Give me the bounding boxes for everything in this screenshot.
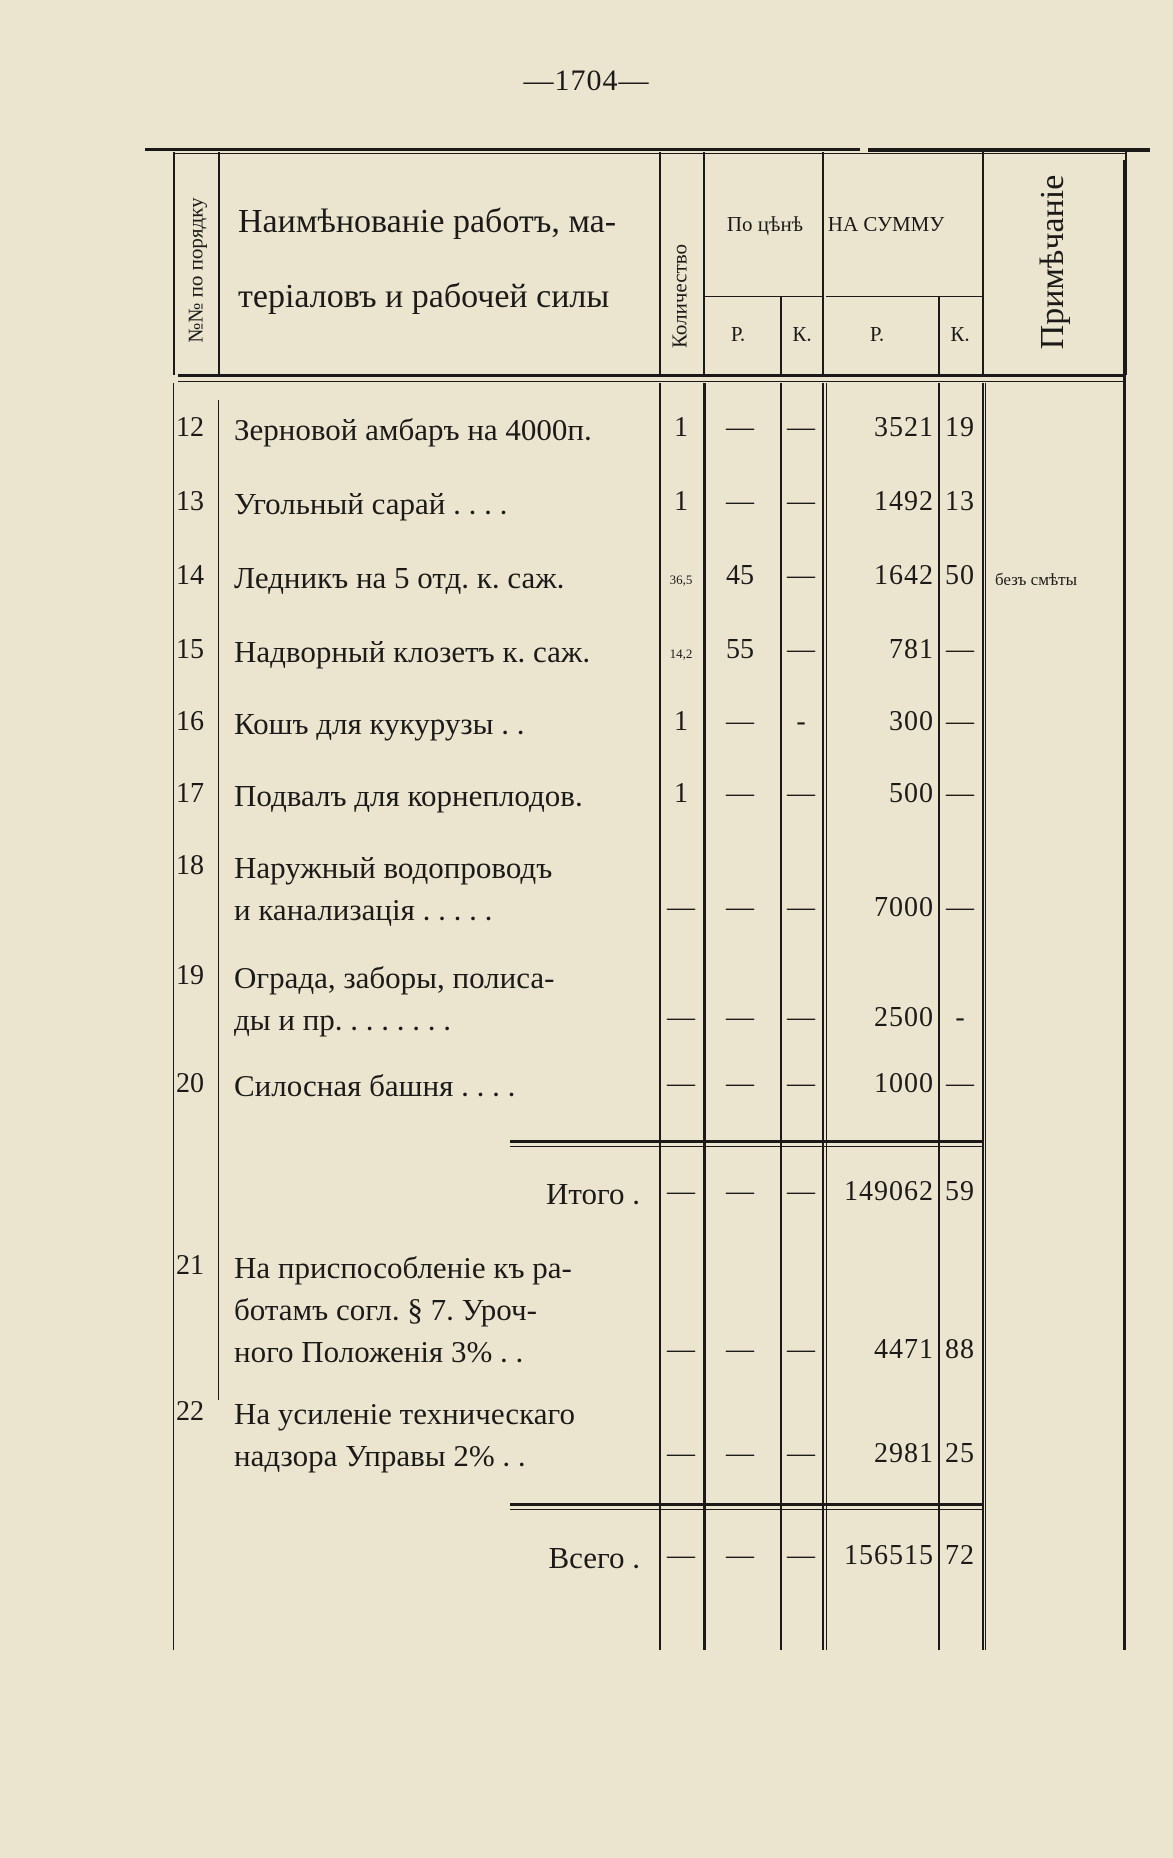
sum-rub-cell: 300: [889, 706, 934, 737]
price-kop-cell: —: [787, 412, 815, 443]
quantity-cell: 1: [674, 706, 688, 737]
price-kop-cell: —: [787, 1438, 815, 1469]
row-number: 20: [176, 1068, 204, 1099]
header-price: По цѣнѣ: [726, 212, 804, 236]
header-price-sub-rule-v: [780, 296, 782, 375]
quantity-cell: 1: [674, 778, 688, 809]
sum-rub-cell: 4471: [874, 1334, 934, 1365]
row-name: ды и пр. . . . . . . .: [234, 1002, 452, 1037]
header-sum-rub: Р.: [869, 322, 885, 346]
row-name: Ограда, заборы, полиса-: [234, 960, 555, 995]
right-outer-rule: [1123, 160, 1126, 1650]
price-kop-cell: —: [787, 1068, 815, 1099]
price-rub-cell: —: [726, 778, 754, 809]
row-name: Ледникъ на 5 отд. к. саж.: [234, 560, 565, 595]
header-price-rule: [822, 152, 824, 375]
header-no-rule: [218, 152, 220, 375]
sum-rub-cell: 781: [889, 634, 934, 665]
row-number: 16: [176, 706, 204, 737]
header-name-line2: теріаловъ и рабочей силы: [238, 278, 610, 315]
row-name: Угольный сарай . . . .: [234, 486, 508, 521]
sum-rub-cell: 7000: [874, 892, 934, 923]
sum-kop-cell: 13: [945, 486, 975, 517]
header-sum-rule: [982, 152, 984, 375]
sum-rub-cell: 1642: [874, 560, 934, 591]
body-sum-kop-rule: [982, 383, 984, 1650]
header-sum: НА СУММУ: [827, 212, 945, 236]
price-rub-cell: —: [726, 1002, 754, 1033]
row-note: безъ смѣты: [995, 570, 1078, 589]
price-rub-cell: —: [726, 892, 754, 923]
price-rub-cell: —: [726, 486, 754, 517]
row-number: 17: [176, 778, 204, 809]
header-qty-rule: [703, 152, 705, 375]
quantity-cell: —: [667, 1540, 695, 1571]
row-name: На приспособленіе къ ра-: [234, 1250, 572, 1285]
sum-kop-cell: 25: [945, 1438, 975, 1469]
sum-kop-cell: 72: [945, 1540, 975, 1571]
price-rub-cell: —: [726, 1438, 754, 1469]
price-rub-cell: —: [726, 1540, 754, 1571]
row-name: Надворный клозетъ к. саж.: [234, 634, 591, 669]
top-rule-right: [868, 148, 1150, 152]
row-number: 14: [176, 560, 204, 591]
price-kop-cell: —: [787, 1176, 815, 1207]
sum-kop-cell: 19: [945, 412, 975, 443]
price-kop-cell: —: [787, 778, 815, 809]
header-number-column: №№ по порядку: [183, 197, 208, 343]
page-number: —1704—: [523, 64, 650, 97]
price-kop-cell: —: [787, 1002, 815, 1033]
header-bottom-rule-thin: [178, 381, 1125, 382]
header-note-column: Примѣчаніе: [1034, 174, 1071, 350]
header-price-kop: К.: [792, 322, 812, 346]
row-name: ного Положенія 3% . .: [234, 1334, 524, 1369]
sum-kop-cell: —: [946, 778, 974, 809]
header-price-rub: Р.: [730, 322, 746, 346]
header-left-rule: [173, 152, 175, 375]
quantity-cell: 36,5: [669, 572, 693, 587]
quantity-cell: —: [667, 1334, 695, 1365]
row-number: 15: [176, 634, 204, 665]
row-name: На усиленіе техническаго: [234, 1396, 575, 1431]
itogo-label: Итого .: [546, 1176, 640, 1211]
itogo-top-rule: [510, 1140, 982, 1143]
vsego-top-rule: [510, 1503, 982, 1506]
row-name: ботамъ согл. § 7. Уроч-: [234, 1292, 537, 1327]
quantity-cell: —: [667, 892, 695, 923]
row-name: и канализація . . . . .: [234, 892, 493, 927]
body-sum-kop-rule-2: [985, 383, 986, 1650]
price-kop-cell: —: [787, 560, 815, 591]
quantity-cell: 1: [674, 412, 688, 443]
price-kop-cell: —: [787, 1334, 815, 1365]
row-name: надзора Управы 2% . .: [234, 1438, 526, 1473]
sum-rub-cell: 2500: [874, 1002, 934, 1033]
body-number-rule: [218, 400, 219, 1400]
row-number: 22: [176, 1396, 204, 1427]
sum-rub-cell: 3521: [874, 412, 934, 443]
sum-rub-cell: 2981: [874, 1438, 934, 1469]
price-rub-cell: —: [726, 1334, 754, 1365]
header-price-sub-rule: [705, 296, 822, 297]
sum-kop-cell: —: [946, 706, 974, 737]
sum-rub-cell: 156515: [844, 1540, 934, 1571]
price-rub-cell: —: [726, 1176, 754, 1207]
sum-kop-cell: —: [946, 1068, 974, 1099]
sum-rub-cell: 1492: [874, 486, 934, 517]
body-left-rule: [173, 383, 174, 1650]
quantity-cell: —: [667, 1002, 695, 1033]
header-sum-sub-rule-v: [938, 296, 940, 375]
row-number: 21: [176, 1250, 204, 1281]
row-number: 19: [176, 960, 204, 991]
header-sum-kop: К.: [950, 322, 970, 346]
price-rub-cell: —: [726, 706, 754, 737]
price-rub-cell: —: [726, 412, 754, 443]
top-rule-left: [145, 148, 860, 151]
price-rub-cell: 55: [726, 634, 754, 665]
sum-rub-cell: 1000: [874, 1068, 934, 1099]
header-name-rule: [659, 152, 661, 375]
sum-rub-cell: 500: [889, 778, 934, 809]
quantity-cell: 14,2: [669, 646, 693, 661]
quantity-cell: 1: [674, 486, 688, 517]
quantity-cell: —: [667, 1438, 695, 1469]
price-kop-cell: —: [787, 634, 815, 665]
row-number: 13: [176, 486, 204, 517]
quantity-cell: —: [667, 1068, 695, 1099]
row-number: 12: [176, 412, 204, 443]
row-name: Наружный водопроводъ: [234, 850, 553, 885]
vsego-label: Всего .: [548, 1540, 640, 1575]
sum-kop-cell: —: [946, 634, 974, 665]
price-rub-cell: 45: [726, 560, 754, 591]
row-name: Силосная башня . . . .: [234, 1068, 516, 1103]
header-quantity-column: Количество: [667, 243, 692, 349]
sum-kop-cell: 50: [945, 560, 975, 591]
vsego-top-rule-thin: [510, 1509, 982, 1510]
sum-rub-cell: 149062: [844, 1176, 934, 1207]
itogo-top-rule-thin: [510, 1146, 982, 1147]
header-bottom-rule: [178, 374, 1125, 377]
price-kop-cell: -: [796, 706, 806, 737]
sum-kop-cell: 88: [945, 1334, 975, 1365]
sum-kop-cell: 59: [945, 1176, 975, 1207]
sum-kop-cell: -: [955, 1002, 965, 1033]
price-kop-cell: —: [787, 1540, 815, 1571]
sum-kop-cell: —: [946, 892, 974, 923]
row-name: Зерновой амбаръ на 4000п.: [234, 412, 592, 447]
header-sum-sub-rule: [826, 296, 982, 297]
price-kop-cell: —: [787, 486, 815, 517]
price-rub-cell: —: [726, 1068, 754, 1099]
header-name-line1: Наимѣнованіе работъ, ма-: [238, 203, 617, 240]
row-name: Кошъ для кукурузы . .: [234, 706, 525, 741]
row-name: Подвалъ для корнеплодов.: [234, 778, 583, 813]
quantity-cell: —: [667, 1176, 695, 1207]
price-kop-cell: —: [787, 892, 815, 923]
row-number: 18: [176, 850, 204, 881]
